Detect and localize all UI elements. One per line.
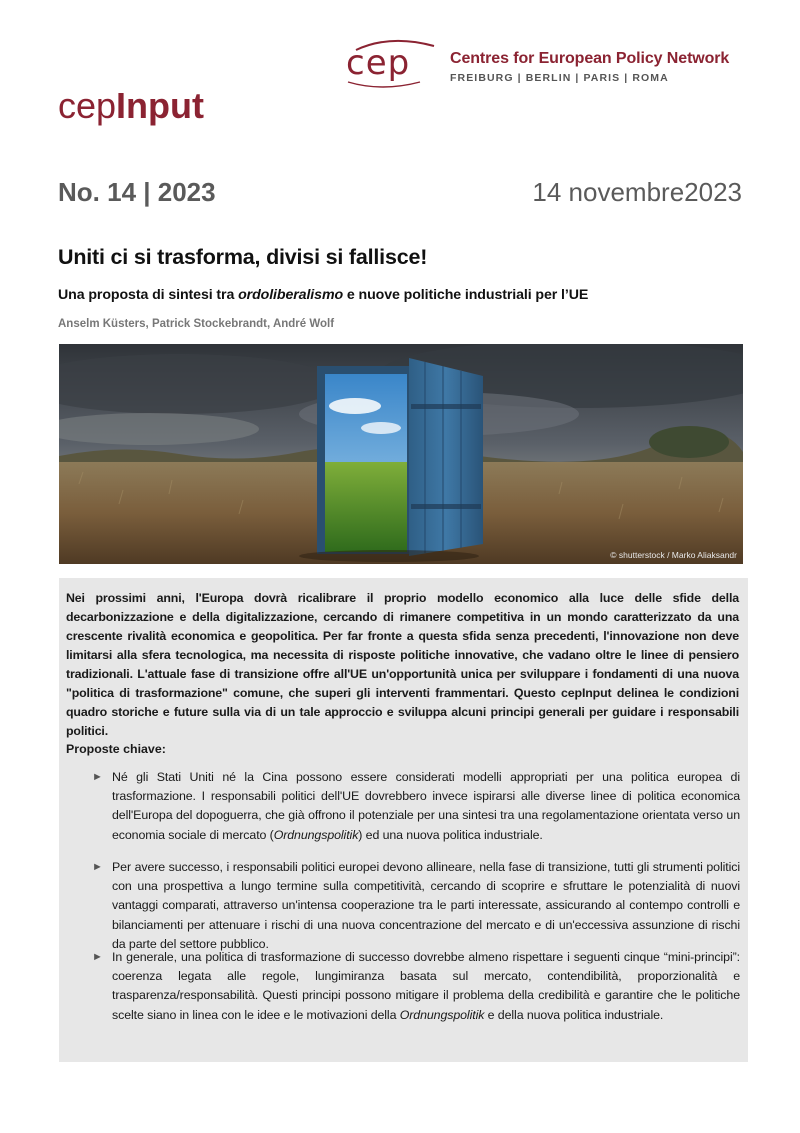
subtitle-pre: Una proposta di sintesi tra [58, 287, 239, 303]
proposal-text: e della nuova politica industriale. [484, 1007, 664, 1022]
authors: Anselm Küsters, Patrick Stockebrandt, André Wolf [58, 318, 335, 330]
logo-text: cep [346, 43, 411, 83]
proposal-italic: Ordnungspolitik [399, 1007, 485, 1022]
key-proposal-3 [112, 948, 740, 1025]
article-title: Uniti ci si trasforma, divisi si fallisce! [58, 245, 428, 269]
org-cities: FREIBURG | BERLIN | PARIS | ROMA [450, 72, 669, 84]
subtitle-italic: ordoliberalismo [238, 287, 344, 303]
proposal-text: Per avere successo, i responsabili politici europei devono allineare, nella fase di transizione, tutti gli strumenti politici con una prospettiva a lungo termine sulla competitività, cercando di scoprire e sfruttare le potenzialità di nuovi vantaggi comparati, attraverso un'intensa cooperazione tra le parti interessate, assicurando al contempo controlli e bilanciamenti per attenuare i rischi di una nuova concentrazione del mercato e di un'eccessiva assunzione di rischi da parte del settore pubblico. [112, 860, 740, 951]
bullet-arrow-icon: ► [92, 771, 103, 783]
proposal-text: ) ed una nuova politica industriale. [358, 827, 543, 842]
brand-light: cep [58, 85, 117, 126]
proposal-italic: Ordnungspolitik [273, 827, 359, 842]
subtitle-post: e nuove politiche industriali per l’UE [343, 287, 589, 303]
summary-box [59, 578, 748, 1062]
key-proposals-heading: Proposte chiave: [66, 742, 166, 756]
door-in-field-image [59, 344, 743, 564]
bullet-arrow-icon: ► [92, 861, 103, 873]
photo-credit: © shutterstock / Marko Aliaksandr [610, 550, 737, 560]
key-proposal-2 [112, 858, 740, 954]
key-proposal-1 [112, 768, 740, 845]
cep-logo [342, 38, 442, 90]
series-brand [58, 86, 204, 126]
proposal-text: In generale, una politica di trasformazione di successo dovrebbe almeno rispettare i seguenti cinque “mini-principi”: coerenza legata alle regole, lungimiranza basata sul mercato, contendibilità, proporzionalità e trasparenza/responsabilità. Questi principi possono mitigare il problema della credibilità e garantire che le politiche scelte siano in linea con le idee e le motivazioni della [112, 950, 740, 1022]
summary-intro: Nei prossimi anni, l'Europa dovrà ricalibrare il proprio modello economico alla luce delle sfide della decarbonizzazione e della digitalizzazione, cercando di rimanere competitiva in un mondo caratterizzato da una crescente rivalità economica e geopolitica. Per far fronte a questa sfida senza precedenti, l'innovazione non deve limitarsi alla sfera tecnologica, ma necessita di risposte politiche innovative, che vadano oltre le linee di pensiero tradizionali. L'attuale fase di transizione offre all'UE un'opportunità unica per sviluppare i fondamenti di una nuova "politica di trasformazione" comune, che superi gli interventi frammentari. Questo cepInput delinea le condizioni quadro storiche e future sulla via di un tale approccio e sviluppa alcuni principi generali per guidare i responsabili politici. [66, 591, 739, 738]
org-name: Centres for European Policy Network [450, 50, 730, 67]
brand-bold: Input [116, 85, 205, 126]
hero-image [59, 344, 743, 564]
bullet-arrow-icon: ► [92, 951, 103, 963]
publication-date: 14 novembre2023 [532, 177, 742, 207]
proposal-text: Né gli Stati Uniti né la Cina possono essere considerati modelli appropriati per una politica europea di trasformazione. I responsabili politici dell'UE dovrebbero invece ispirarsi alle diverse linee di politica economica dell'Europa del dopoguerra, che già offrono il potenziale per una sintesi tra una regolamentazione orientata verso un economia sociale di mercato ( [112, 770, 740, 842]
article-subtitle [58, 287, 588, 303]
issue-number: No. 14 | 2023 [58, 177, 216, 207]
